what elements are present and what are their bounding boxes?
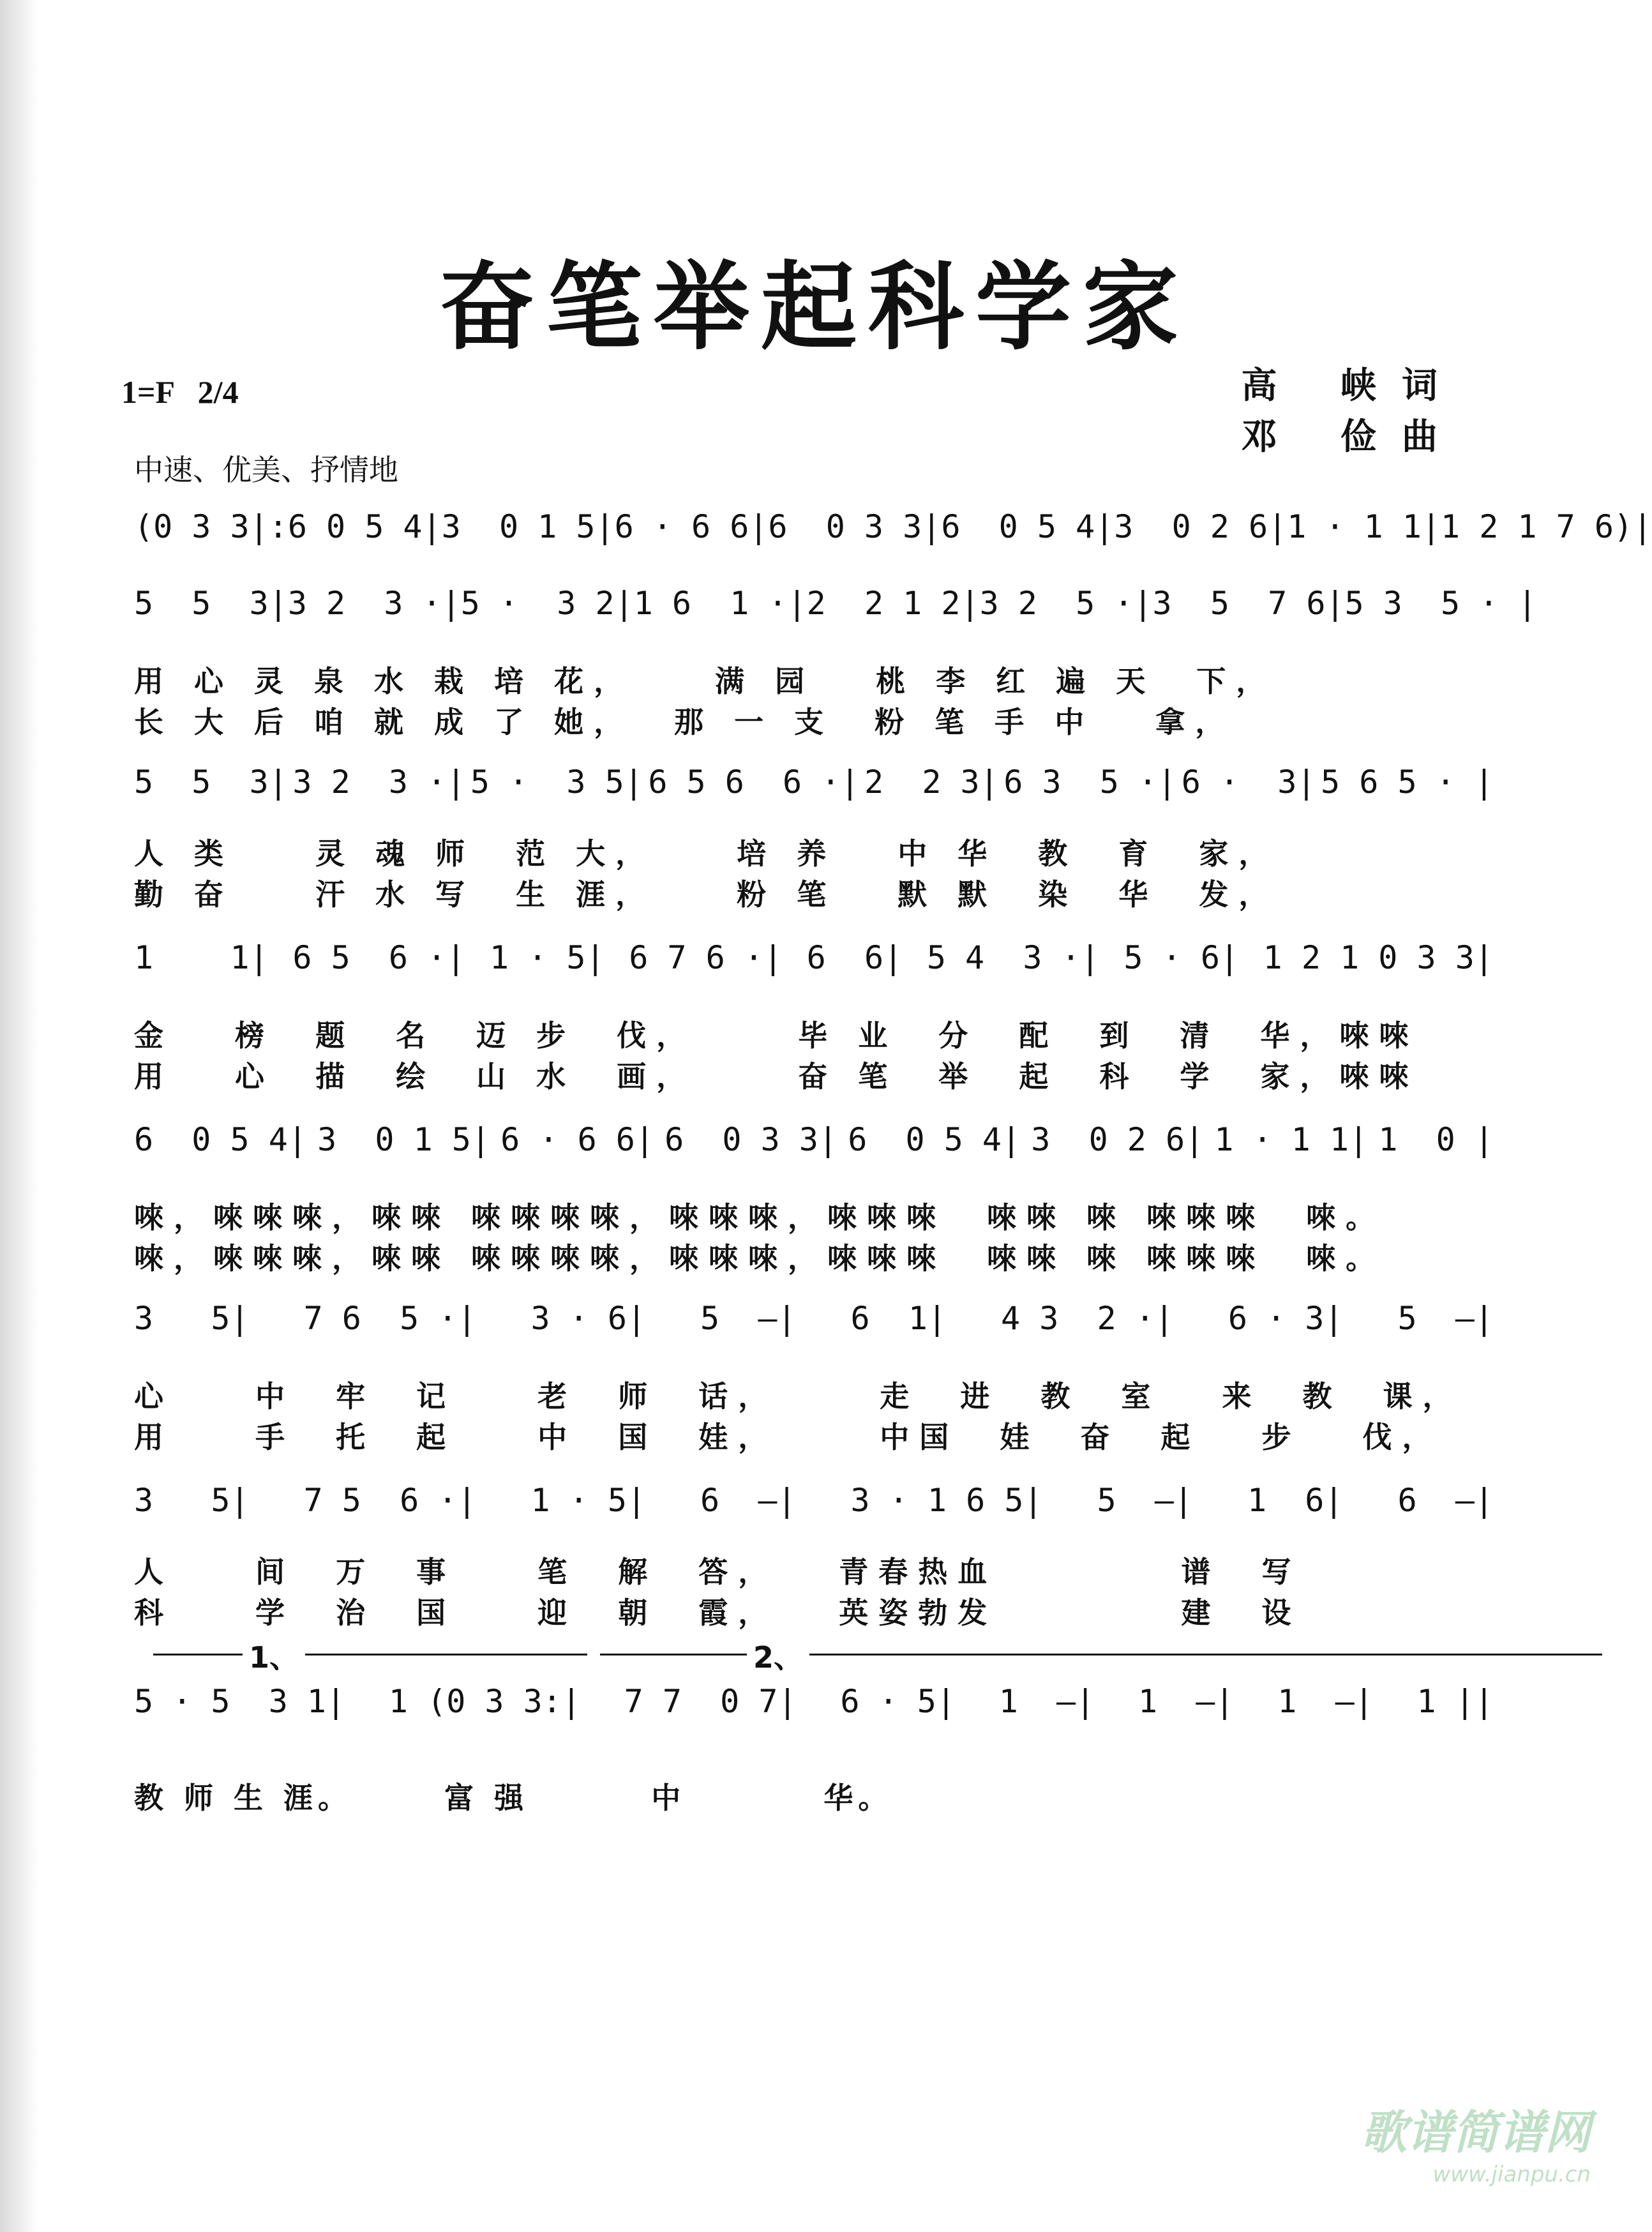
measure: 5 4 3 ·|	[926, 939, 1100, 976]
measure: 6 5 6 ·|	[292, 939, 466, 976]
measure: 1 · 1 1|	[1287, 508, 1441, 545]
score-row-6	[134, 1299, 1494, 1458]
notation-line	[134, 1120, 1494, 1159]
measure: 1 1|	[134, 939, 269, 976]
measure: 3 · 6|	[530, 1300, 647, 1337]
ending-lyrics: 教 师 生 涯。 富 强 中 华。	[134, 1781, 893, 1815]
measure: 6 0 3 3|	[768, 508, 942, 545]
measure: 1 —|	[998, 1683, 1095, 1720]
notation-line	[134, 584, 1537, 622]
measure: 6 · 3|	[1181, 764, 1316, 801]
volta-1-line	[153, 1654, 587, 1655]
measure: 7 6 5 ·|	[303, 1300, 477, 1337]
measure: 6 5 6 6 ·|	[648, 764, 860, 801]
measure: 6 · 6 6|	[614, 508, 769, 545]
measure: 3 · 1 6 5|	[850, 1482, 1043, 1519]
measure: 7 5 6 ·|	[303, 1482, 477, 1519]
lyric-verse-1: 人 间 万 事 笔 解 答， 青春热血 谱 写	[134, 1555, 1302, 1589]
measure: 1 2 1 7 6)|	[1441, 508, 1652, 545]
measure: 5 5 3|	[134, 585, 288, 622]
notation-line	[134, 1481, 1494, 1519]
measure: 1 6|	[1247, 1482, 1344, 1519]
measure: 6 7 6 ·|	[629, 939, 783, 976]
volta-2-label: 2、	[747, 1634, 809, 1677]
score-row-8	[134, 1682, 1494, 1721]
lyric-verse-2: 科 学 治 国 迎 朝 霞， 英姿勃发 建 设	[134, 1595, 1302, 1630]
measure: 3 5 7 6|	[1152, 585, 1345, 622]
measure: 3 0 1 5|	[317, 1121, 491, 1158]
notation-line	[134, 939, 1494, 977]
measure: 6 · 3|	[1228, 1300, 1344, 1337]
lyricist-credit: 高 峡词	[1241, 365, 1463, 407]
measure: 1 2 1 0 3 3|	[1263, 939, 1494, 976]
score-row-5	[134, 1120, 1494, 1279]
lyric-verse-1: 心 中 牢 记 老 师 话， 走 进 教 室 来 教 课，	[134, 1379, 1462, 1414]
notation-line	[134, 1682, 1494, 1721]
measure: 5 · 5 3 1|	[134, 1683, 346, 1720]
key-signature: 1=F 2/4	[121, 374, 239, 410]
lyric-verse-2: 用 手 托 起 中 国 娃， 中国 娃 奋 起 步 伐，	[134, 1420, 1442, 1454]
volta-brackets	[134, 1634, 1494, 1679]
measure: (0 3 3|:6 0 5 4|	[134, 508, 442, 545]
measure: 5 · 3 2|	[460, 585, 634, 622]
measure: 6 · 6 6|	[500, 1121, 654, 1158]
lyric-verse-1: 金 榜 题 名 迈 步 伐， 毕 业 分 配 到 清 华，唻唻	[134, 1018, 1419, 1053]
measure: 6 —|	[1397, 1482, 1494, 1519]
measure: 1 —|	[1138, 1683, 1235, 1720]
measure: 5 —|	[1097, 1482, 1194, 1519]
measure: 6 3 5 ·|	[1003, 764, 1177, 801]
score-row-1	[134, 508, 1652, 546]
volta-1-label: 1、	[243, 1634, 305, 1677]
measure: 1 · 5|	[489, 939, 605, 976]
lyric-verse-2: 勤 奋 汗 水 写 生 涯， 粉 笔 默 默 染 华 发，	[134, 877, 1279, 912]
measure: 3 0 2 6|	[1114, 508, 1288, 545]
measure: 3 5|	[134, 1482, 250, 1519]
notation-line	[134, 508, 1652, 546]
measure: 1 (0 3 3:|	[388, 1683, 581, 1720]
tempo-marking: 中速、优美、抒情地	[134, 453, 398, 487]
watermark	[1361, 2095, 1591, 2187]
measure: 5 —|	[700, 1300, 797, 1337]
measure: 5 · 6|	[1123, 939, 1240, 976]
measure: 5 · 3 5|	[470, 764, 643, 801]
notation-line	[134, 763, 1494, 801]
watermark-title: 歌谱简谱网	[1360, 2106, 1591, 2159]
measure: 4 3 2 ·|	[1000, 1300, 1174, 1337]
watermark-url: www.jianpu.cn	[1432, 2162, 1591, 2187]
composer-credit: 邓 俭曲	[1241, 416, 1463, 458]
notation-line	[134, 1299, 1494, 1338]
measure: 5 —|	[1397, 1300, 1494, 1337]
score-row-2	[134, 584, 1537, 743]
score-row-3	[134, 763, 1494, 915]
measure: 3 2 3 ·|	[287, 585, 461, 622]
measure: 3 0 1 5|	[441, 508, 615, 545]
measure: 1 · 1 1|	[1214, 1121, 1369, 1158]
measure: 1 · 5|	[530, 1482, 647, 1519]
lyric-verse-1: 用 心 灵 泉 水 栽 培 花， 满 园 桃 李 红 遍 天 下，	[134, 664, 1276, 698]
measure: 6 0 5 4|	[134, 1121, 307, 1158]
measure: 5 3 5 · |	[1344, 585, 1537, 622]
lyric-verse-2: 唻，唻唻唻，唻唻 唻唻唻唻，唻唻唻，唻唻唻 唻唻 唻 唻唻唻 唻。	[134, 1241, 1386, 1276]
measure: 2 2 3|	[864, 764, 999, 801]
song-title: 奋笔举起科学家	[439, 251, 1190, 363]
measure: 6 0 5 4|	[941, 508, 1115, 545]
score-row-7	[134, 1481, 1494, 1633]
score-row-4	[134, 939, 1494, 1097]
measure: 3 2 3 ·|	[292, 764, 466, 801]
measure: 1 —|	[1277, 1683, 1374, 1720]
measure: 3 0 2 6|	[1031, 1121, 1205, 1158]
lyric-verse-1: 唻，唻唻唻，唻唻 唻唻唻唻，唻唻唻，唻唻唻 唻唻 唻 唻唻唻 唻。	[134, 1200, 1386, 1235]
measure: 6 6|	[806, 939, 903, 976]
measure: 6 0 3 3|	[665, 1121, 838, 1158]
measure: 3 2 5 ·|	[979, 585, 1153, 622]
lyric-verse-1: 人 类 灵 魂 师 范 大， 培 养 中 华 教 育 家，	[134, 836, 1279, 871]
measure: 6 —|	[700, 1482, 797, 1519]
measure: 6 · 5|	[840, 1683, 956, 1720]
measure: 1 ||	[1416, 1683, 1494, 1720]
measure: 6 1|	[850, 1300, 947, 1337]
lyric-verse-2: 长 大 后 咱 就 成 了 她， 那 一 支 粉 笔 手 中 拿，	[134, 705, 1235, 739]
measure: 2 2 1 2|	[806, 585, 980, 622]
measure: 7 7 0 7|	[624, 1683, 797, 1720]
measure: 1 6 1 ·|	[633, 585, 807, 622]
measure: 3 5|	[134, 1300, 250, 1337]
lyric-verse-2: 用 心 描 绘 山 水 画， 奋 笔 举 起 科 学 家，唻唻	[134, 1059, 1419, 1094]
measure: 5 6 5 · |	[1321, 764, 1494, 801]
measure: 1 0 |	[1378, 1121, 1494, 1158]
measure: 6 0 5 4|	[848, 1121, 1021, 1158]
measure: 5 5 3|	[134, 764, 288, 801]
